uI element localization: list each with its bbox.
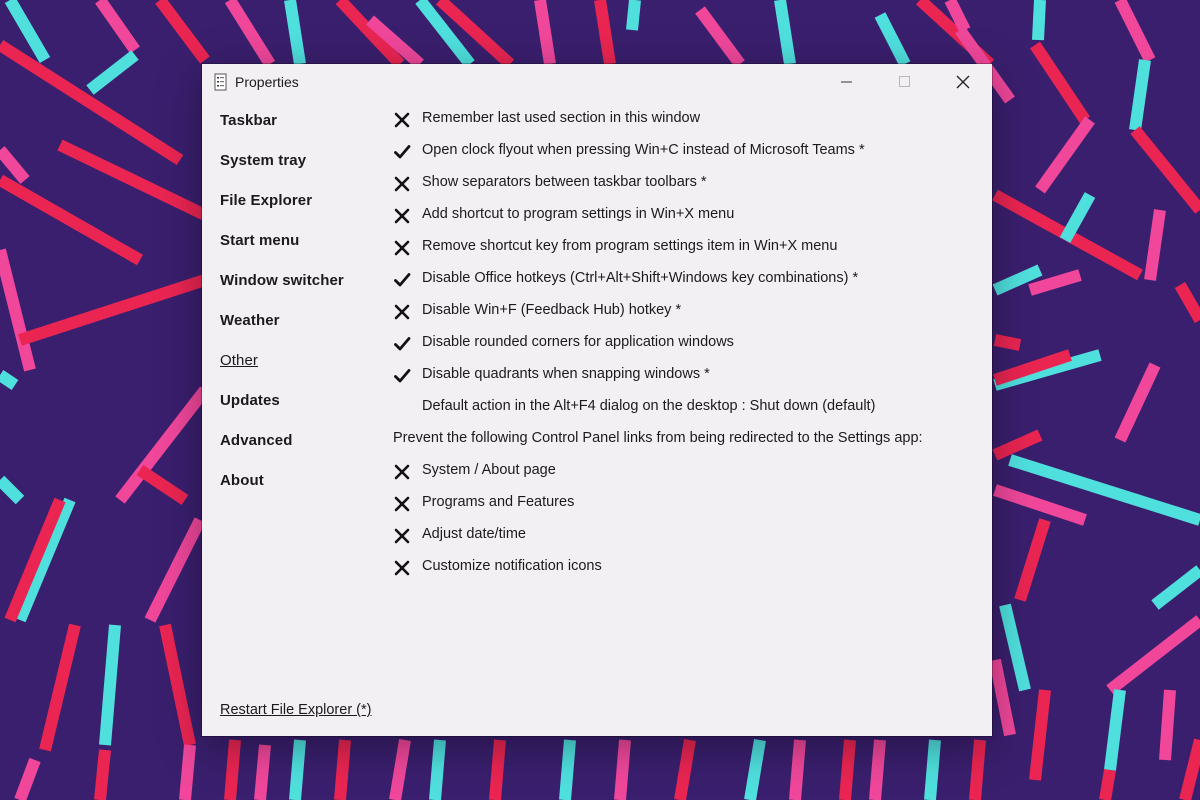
option-label: Disable rounded corners for application windows	[422, 334, 734, 350]
option-enabled-mark[interactable]	[393, 271, 411, 289]
minimize-button[interactable]	[824, 64, 870, 100]
option-label: Default action in the Alt+F4 dialog on the desktop : Shut down (default)	[422, 398, 876, 414]
sidebar-item-other[interactable]: Other	[220, 352, 259, 369]
option-disabled-mark[interactable]	[393, 207, 411, 225]
option-disabled-mark[interactable]	[393, 559, 411, 577]
cross-icon	[393, 207, 411, 225]
sidebar-item-about[interactable]: About	[220, 472, 264, 489]
cross-icon	[393, 111, 411, 129]
checkmark-icon	[393, 335, 411, 353]
title-bar[interactable]	[202, 64, 992, 100]
sidebar-item-updates[interactable]: Updates	[220, 392, 280, 409]
sidebar-item-window-switcher[interactable]: Window switcher	[220, 272, 344, 289]
option-row-5[interactable]	[392, 266, 972, 298]
checkmark-icon	[393, 367, 411, 385]
option-row-6[interactable]	[392, 298, 972, 330]
cross-icon	[393, 463, 411, 481]
option-label: Open clock flyout when pressing Win+C instead of Microsoft Teams *	[422, 142, 865, 158]
option-disabled-mark[interactable]	[393, 495, 411, 513]
option-disabled-mark[interactable]	[393, 111, 411, 129]
close-icon	[956, 75, 970, 89]
option-label: Disable Office hotkeys (Ctrl+Alt+Shift+Windows key combinations) *	[422, 270, 859, 286]
option-label: Customize notification icons	[422, 558, 602, 574]
redirect-section-heading: Prevent the following Control Panel links from being redirected to the Settings app:	[393, 430, 923, 446]
option-disabled-mark[interactable]	[393, 463, 411, 481]
option-label: System / About page	[422, 462, 556, 478]
checkmark-icon	[393, 143, 411, 161]
properties-window	[202, 64, 992, 736]
cross-icon	[393, 239, 411, 257]
cross-icon	[393, 559, 411, 577]
option-label: Disable quadrants when snapping windows *	[422, 366, 710, 382]
cross-icon	[393, 303, 411, 321]
redirect-section-heading-row	[392, 426, 972, 458]
option-row-0[interactable]	[392, 106, 972, 138]
option-row-4[interactable]	[392, 234, 972, 266]
option-label: Add shortcut to program settings in Win+X menu	[422, 206, 735, 222]
option-row-2[interactable]	[392, 170, 972, 202]
option-row-redirect-0[interactable]	[392, 458, 972, 490]
sidebar	[220, 111, 380, 511]
option-row-9[interactable]	[392, 394, 972, 426]
cross-icon	[393, 175, 411, 193]
sidebar-item-weather[interactable]: Weather	[220, 312, 280, 329]
maximize-icon	[899, 76, 911, 88]
sidebar-item-file-explorer[interactable]: File Explorer	[220, 192, 313, 209]
option-label: Remove shortcut key from program settings item in Win+X menu	[422, 238, 838, 254]
option-row-7[interactable]	[392, 330, 972, 362]
cross-icon	[393, 527, 411, 545]
option-label: Disable Win+F (Feedback Hub) hotkey *	[422, 302, 682, 318]
sidebar-item-advanced[interactable]: Advanced	[220, 432, 293, 449]
option-row-8[interactable]	[392, 362, 972, 394]
option-enabled-mark[interactable]	[393, 367, 411, 385]
option-label: Remember last used section in this window	[422, 110, 701, 126]
minimize-icon	[841, 76, 853, 88]
cross-icon	[393, 495, 411, 513]
option-row-redirect-3[interactable]	[392, 554, 972, 586]
option-row-3[interactable]	[392, 202, 972, 234]
sidebar-item-system-tray[interactable]: System tray	[220, 152, 307, 169]
restart-file-explorer-link[interactable]: Restart File Explorer (*)	[220, 702, 372, 718]
option-enabled-mark[interactable]	[393, 335, 411, 353]
option-disabled-mark[interactable]	[393, 527, 411, 545]
sidebar-item-start-menu[interactable]: Start menu	[220, 232, 300, 249]
option-enabled-mark[interactable]	[393, 143, 411, 161]
option-label: Adjust date/time	[422, 526, 526, 542]
option-row-redirect-1[interactable]	[392, 490, 972, 522]
properties-app-icon	[212, 73, 230, 91]
close-button[interactable]	[940, 64, 986, 100]
checkmark-icon	[393, 271, 411, 289]
option-label: Show separators between taskbar toolbars *	[422, 174, 707, 190]
option-disabled-mark[interactable]	[393, 175, 411, 193]
option-label: Programs and Features	[422, 494, 575, 510]
option-row-1[interactable]	[392, 138, 972, 170]
maximize-button[interactable]	[882, 64, 928, 100]
window-title: Properties	[235, 74, 299, 90]
option-disabled-mark[interactable]	[393, 239, 411, 257]
option-disabled-mark[interactable]	[393, 303, 411, 321]
option-row-redirect-2[interactable]	[392, 522, 972, 554]
options-panel	[392, 106, 972, 586]
sidebar-item-taskbar[interactable]: Taskbar	[220, 112, 278, 129]
